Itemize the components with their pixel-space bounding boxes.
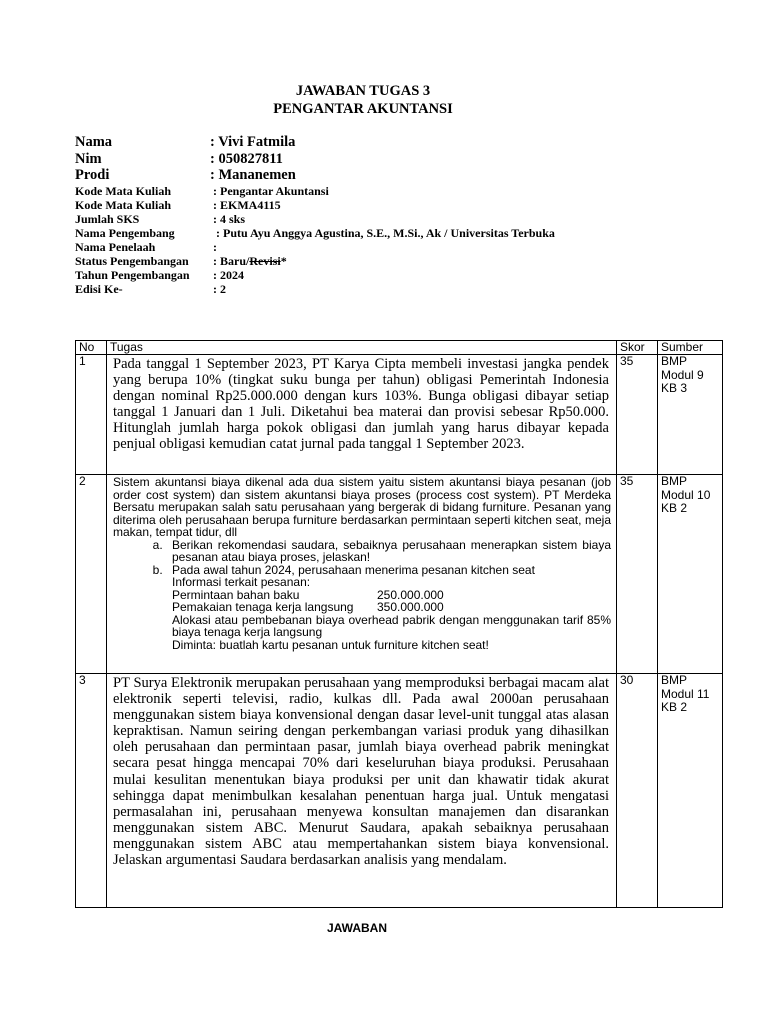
status-prefix: : Baru/	[213, 254, 250, 268]
status-value	[213, 254, 287, 269]
reviewer-value: :	[213, 240, 217, 254]
year-value: : 2024	[213, 268, 244, 282]
sub-question-list	[113, 539, 611, 652]
edition-value: : 2	[213, 282, 226, 296]
source-line: BMP	[661, 354, 688, 368]
sub-question-a: a. Berikan rekomendasi saudara, sebaiknya perusahaan menerapkan sistem biaya pesanan atau biaya proses, jelaskan!	[166, 539, 611, 564]
table-header-row	[76, 341, 723, 355]
status-strike: Revisi	[249, 254, 281, 268]
diminta-text: Diminta: buatlah kartu pesanan untuk furniture kitchen seat!	[172, 637, 489, 652]
name-label: Nama	[75, 134, 113, 150]
task-text: Sistem akuntansi biaya dikenal ada dua sistem yaitu sistem akuntansi biaya pesanan (job order cost system) dan sistem akuntansi biaya proses (process cost system). PT Merdeka Bersatu merupakan salah satu perusahaan yang bergerak di bidang furniture. Pesanan yang diterima oleh perusahaan berupa furniture berdasarkan permintaan seperti kitchen seat, meja makan, tempat tidur, dll	[113, 475, 611, 539]
reviewer-label: Nama Penelaah	[75, 240, 156, 254]
sub-question-b	[166, 564, 611, 652]
developer-value: : Putu Ayu Anggya Agustina, S.E., M.Si., Ak / Universitas Terbuka	[216, 226, 555, 240]
row-number: 1	[76, 355, 107, 475]
status-suffix: *	[280, 254, 287, 268]
source-cell	[658, 674, 723, 908]
task-table	[75, 340, 723, 908]
course-name-value: : Pengantar Akuntansi	[213, 184, 329, 198]
task-cell	[107, 674, 617, 908]
document-subtitle: PENGANTAR AKUNTANSI	[273, 101, 453, 117]
course-code-label: Kode Mata Kuliah	[75, 198, 172, 212]
source-line: Modul 9	[661, 367, 704, 382]
sks-label: Jumlah SKS	[75, 212, 140, 226]
course-name-label: Kode Mata Kuliah	[75, 184, 172, 198]
prodi-label: Prodi	[75, 167, 110, 183]
table-row	[76, 674, 723, 908]
year-label: Tahun Pengembangan	[75, 268, 190, 282]
overhead-text: Alokasi atau pembebanan biaya overhead pabrik dengan menggunakan tarif 85% biaya tenaga kerja langsung	[172, 612, 611, 639]
score-cell: 30	[617, 674, 658, 908]
source-line: BMP	[661, 474, 688, 488]
table-row	[76, 475, 723, 674]
info-title: Informasi terkait pesanan:	[172, 575, 311, 589]
source-cell	[658, 475, 723, 674]
developer-label: Nama Pengembang	[75, 226, 175, 240]
prodi-value: : Mananemen	[210, 167, 296, 183]
row-number: 2	[76, 475, 107, 674]
score-cell: 35	[617, 355, 658, 475]
source-line: KB 2	[661, 501, 688, 515]
info-row-value: 350.000.000	[377, 600, 444, 614]
nim-value: : 050827811	[210, 151, 283, 167]
task-text-block	[110, 475, 613, 651]
header-tugas: Tugas	[107, 341, 617, 355]
task-cell	[107, 355, 617, 475]
table-row	[76, 355, 723, 475]
edition-label: Edisi Ke-	[75, 282, 123, 296]
info-row	[172, 601, 611, 614]
header-no: No	[76, 341, 107, 355]
sks-value: : 4 sks	[213, 212, 246, 226]
score-cell: 35	[617, 475, 658, 674]
source-line: KB 3	[661, 381, 688, 395]
task-text: PT Surya Elektronik merupakan perusahaan yang memproduksi berbagai macam alat elektronik seperti televisi, radio, kulkas dll. Pada awal 2000an perusahaan menggunakan sistem biaya konvensional dengan dasar level-unit tunggal atas alasan kepraktisan. Namun seiring dengan perkembangan variasi produk yang dihasilkan oleh perusahaan dan permintaan pasar, jumlah biaya overhead pabrik meningkat secara pesat hingga mencapai 70% dari keseluruhan biaya produksi. Perusahaan mulai kesulitan menentukan biaya produksi per unit dan khawatir tidak akurat sehingga dapat menimbulkan kesalahan penentuan harga jual. Untuk mengatasi permasalahan ini, perusahaan menyewa konsultan manajemen dan disarankan menggunakan sistem ABC. Menurut Saudara, apakah sebaiknya perusahaan menggunakan sistem ABC atau mempertahankan sistem biaya konvensional. Jelaskan argumentasi Saudara berdasarkan analisis yang mendalam.	[113, 675, 609, 869]
info-row-label: Permintaan bahan baku	[172, 587, 300, 602]
name-value: : Vivi Fatmila	[210, 134, 296, 150]
document-title: JAWABAN TUGAS 3	[295, 83, 431, 99]
answer-heading: JAWABAN	[326, 921, 387, 935]
task-cell	[107, 475, 617, 674]
info-row-value: 250.000.000	[377, 587, 444, 602]
source-line: BMP	[661, 673, 688, 687]
sub-question-b-text: b. Pada awal tahun 2024, perusahaan menerima pesanan kitchen seat	[172, 562, 535, 577]
source-line: Modul 10	[661, 487, 711, 502]
row-number: 3	[76, 674, 107, 908]
source-cell	[658, 355, 723, 475]
source-line: KB 2	[661, 700, 688, 714]
header-skor: Skor	[617, 341, 658, 355]
task-text: Pada tanggal 1 September 2023, PT Karya Cipta membeli investasi jangka pendek yang berupa 10% (tingkat suku bunga per tahun) obligasi Pemerintah Indonesia dengan nominal Rp25.000.000 dengan kurs 103%. Bunga obligasi dibayar setiap tanggal 1 Januari dan 1 Juli. Diketahui bea materai dan provisi sebesar Rp50.000. Hitunglah jumlah harga pokok obligasi dan jumlah yang harus dibayar kepada penjual obligasi kemudian catat jurnal pada tanggal 1 September 2023.	[113, 356, 609, 453]
status-label: Status Pengembangan	[75, 254, 189, 268]
header-sumber: Sumber	[658, 341, 723, 355]
course-code-value: : EKMA4115	[213, 198, 281, 212]
info-row-label: Pemakaian tenaga kerja langsung	[172, 600, 354, 614]
nim-label: Nim	[75, 151, 102, 167]
source-line: Modul 11	[661, 686, 710, 701]
